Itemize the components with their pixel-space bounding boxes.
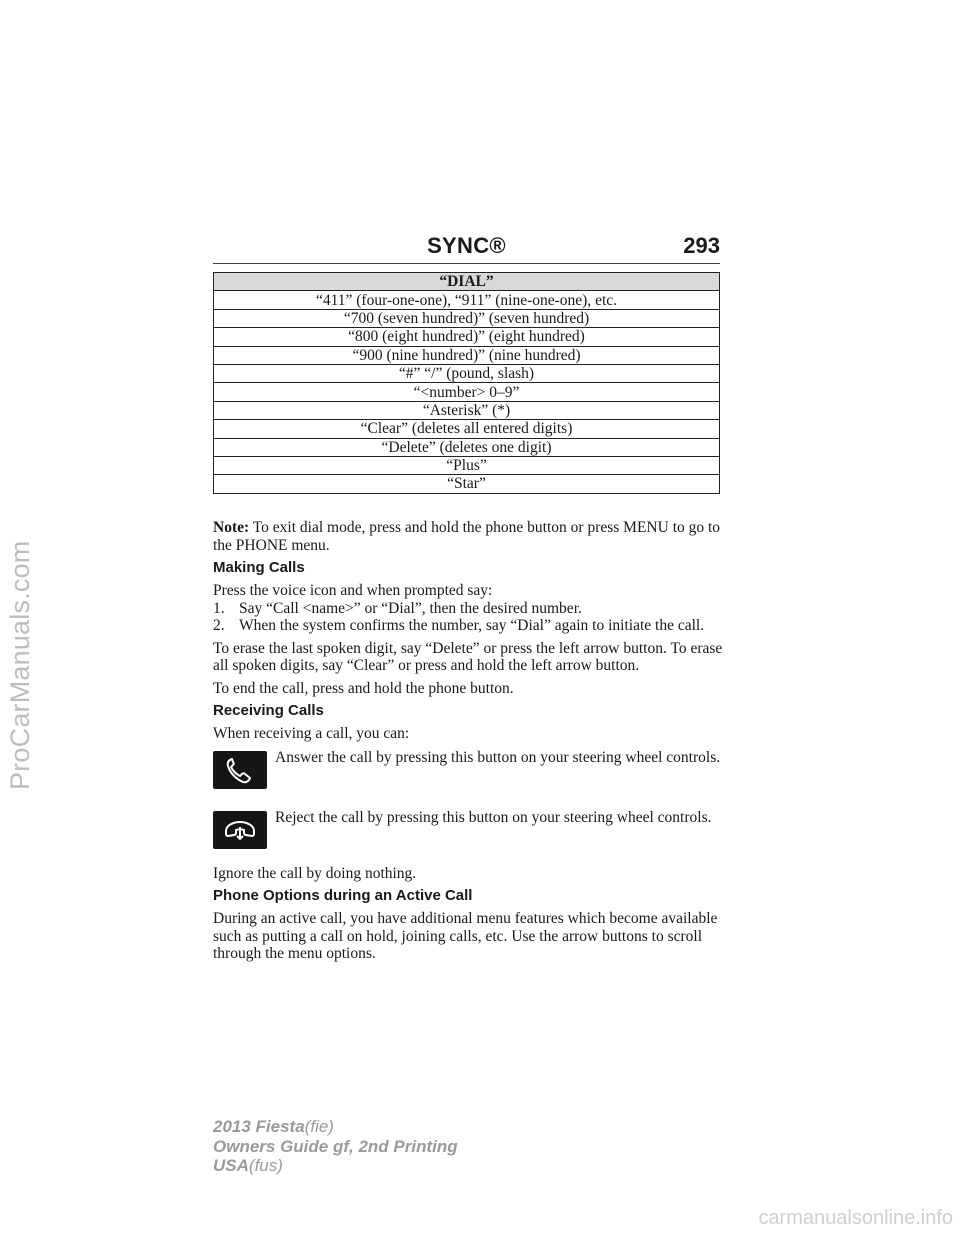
phone-answer-icon: [213, 751, 267, 789]
end-call-paragraph: To end the call, press and hold the phone button.: [213, 679, 514, 697]
table-row: [214, 291, 720, 309]
table-cell: “700 (seven hundred)” (seven hundred): [214, 309, 720, 327]
footer-market-code: (fus): [248, 1156, 283, 1175]
table-cell: “<number> 0–9”: [214, 383, 720, 401]
dial-commands-table: [213, 272, 720, 494]
table-cell: “Star”: [214, 475, 720, 493]
footer-model: 2013 Fiesta: [213, 1117, 305, 1136]
table-row: [214, 456, 720, 474]
table-row: [214, 346, 720, 364]
making-calls-steps: [213, 600, 723, 635]
table-cell: “Clear” (deletes all entered digits): [214, 420, 720, 438]
phone-hangup-icon: [213, 811, 267, 849]
making-calls-heading: Making Calls: [213, 559, 305, 576]
section-title: SYNC®: [427, 233, 506, 258]
table-cell: “900 (nine hundred)” (nine hundred): [214, 346, 720, 364]
footer-line-market: [213, 1156, 458, 1176]
note-label: Note:: [213, 519, 250, 536]
active-call-paragraph: During an active call, you have additional menu features which become available such as putting a call on hold, joining calls, etc. Use the arrow buttons to scroll through the menu options.: [213, 910, 718, 962]
answer-call-row: [213, 749, 723, 803]
table-row: [214, 401, 720, 419]
table-header-row: [214, 273, 720, 291]
answer-call-text: Answer the call by pressing this button on your steering wheel controls.: [275, 748, 721, 766]
table-cell: “Delete” (deletes one digit): [214, 438, 720, 456]
table-row: [214, 309, 720, 327]
page-footer: [213, 1117, 458, 1176]
note-paragraph: [213, 519, 723, 554]
body-text: [213, 519, 723, 968]
erase-paragraph: To erase the last spoken digit, say “Delete” or press the left arrow button. To erase all spoken digits, say “Clear” or press and hold the left arrow button.: [213, 639, 723, 674]
table-row: [214, 328, 720, 346]
receiving-calls-heading: Receiving Calls: [213, 702, 324, 719]
step-text: Say “Call <name>” or “Dial”, then the desired number.: [239, 599, 582, 617]
footer-line-guide: Owners Guide gf, 2nd Printing: [213, 1136, 458, 1156]
table-cell: “800 (eight hundred)” (eight hundred): [214, 328, 720, 346]
list-item: [213, 617, 723, 635]
table-header-cell: “DIAL”: [214, 273, 720, 291]
making-calls-intro: Press the voice icon and when prompted say:: [213, 582, 493, 599]
table-cell: “#” “/” (pound, slash): [214, 364, 720, 382]
ignore-call-paragraph: Ignore the call by doing nothing.: [213, 864, 417, 882]
footer-market: USA: [213, 1156, 249, 1175]
step-number: 2.: [213, 617, 225, 634]
table-row: [214, 364, 720, 382]
step-number: 1.: [213, 599, 225, 617]
receiving-calls-intro: When receiving a call, you can:: [213, 725, 410, 742]
table-cell: “Asterisk” (*): [214, 401, 720, 419]
list-item: [213, 600, 723, 618]
table-row: [214, 475, 720, 493]
step-text: When the system confirms the number, say “Dial” again to initiate the call.: [239, 617, 705, 634]
footer-model-code: (fie): [304, 1117, 334, 1136]
active-call-heading: Phone Options during an Active Call: [213, 887, 473, 904]
reject-call-row: [213, 809, 723, 863]
footer-line-model: [213, 1117, 458, 1137]
reject-call-text: Reject the call by pressing this button on your steering wheel controls.: [275, 808, 712, 826]
table-row: [214, 383, 720, 401]
page-header: [213, 232, 720, 262]
table-cell: “Plus”: [214, 456, 720, 474]
table-row: [214, 420, 720, 438]
site-watermark: ProCarManuals.com: [5, 540, 35, 790]
table-row: [214, 438, 720, 456]
bottom-site-watermark: carmanualsonline.info: [758, 1207, 953, 1229]
header-divider: [213, 263, 720, 264]
table-cell: “411” (four-one-one), “911” (nine-one-one), etc.: [214, 291, 720, 309]
note-text: To exit dial mode, press and hold the phone button or press MENU to go to the PHONE menu.: [213, 519, 721, 554]
page-number: 293: [683, 233, 720, 258]
